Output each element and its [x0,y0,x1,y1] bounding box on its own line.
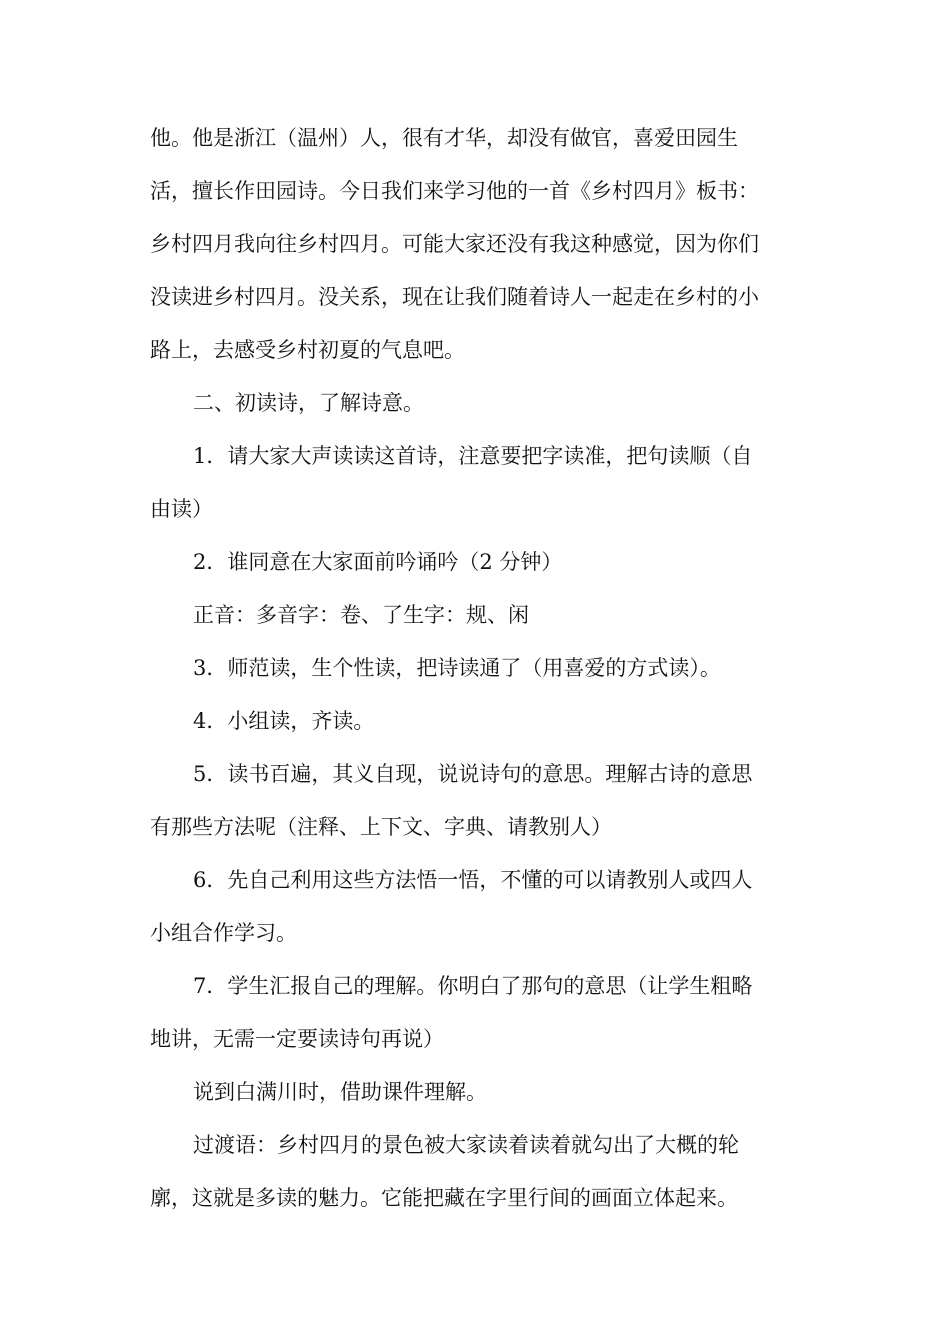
text-line: 7．学生汇报自己的理解。你明白了那句的意思（让学生粗略 [193,974,753,998]
text-line: 活，擅长作田园诗。今日我们来学习他的一首《乡村四月》板书： [150,179,759,203]
text-line: 2．谁同意在大家面前吟诵吟（2 分钟） [193,550,563,574]
text-line: 正音：多音字：卷、了生字：规、闲 [193,603,529,627]
text-line: 地讲，无需一定要读诗句再说） [150,1027,444,1051]
text-line: 6．先自己利用这些方法悟一悟，不懂的可以请教别人或四人 [193,868,753,892]
text-line: 有那些方法呢（注释、上下文、字典、请教别人） [150,815,612,839]
text-line: 由读） [150,497,213,521]
text-line: 他。他是浙江（温州）人，很有才华，却没有做官，喜爱田园生 [150,126,738,150]
text-line: 路上，去感受乡村初夏的气息吧。 [150,338,465,362]
text-line: 1．请大家大声读读这首诗，注意要把字读准，把句读顺（自 [193,444,753,468]
section-heading: 二、初读诗，了解诗意。 [193,391,424,415]
text-line: 乡村四月我向往乡村四月。可能大家还没有我这种感觉，因为你们 [150,232,759,256]
text-line: 过渡语：乡村四月的景色被大家读着读着就勾出了大概的轮 [193,1133,739,1157]
text-line: 没读进乡村四月。没关系，现在让我们随着诗人一起走在乡村的小 [150,285,759,309]
text-line: 3．师范读，生个性读，把诗读通了（用喜爱的方式读）。 [193,656,721,680]
lesson-plan-text [150,112,800,1225]
text-line: 4．小组读，齐读。 [193,709,375,733]
text-line: 廓，这就是多读的魅力。它能把藏在字里行间的画面立体起来。 [150,1186,738,1210]
text-line: 5．读书百遍，其义自现，说说诗句的意思。理解古诗的意思 [193,762,753,786]
text-line: 说到白满川时，借助课件理解。 [193,1080,487,1104]
text-line: 小组合作学习。 [150,921,297,945]
